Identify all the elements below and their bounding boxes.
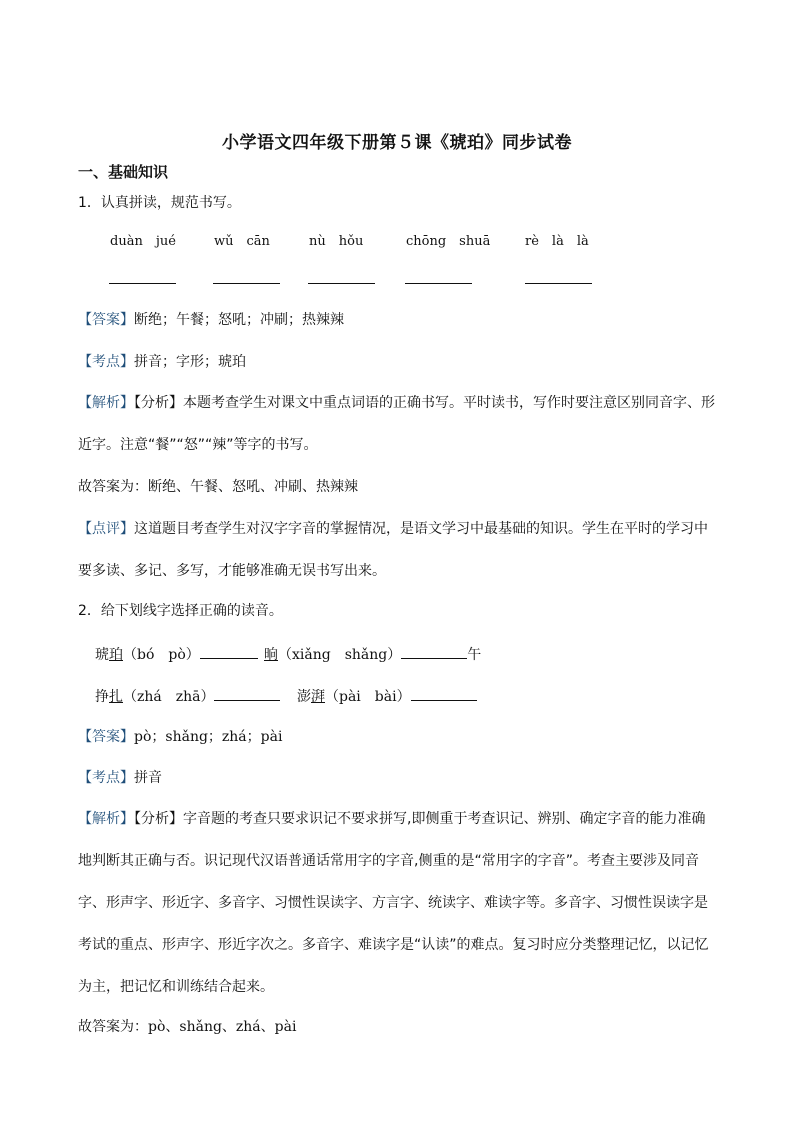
answer-blank-4[interactable] [405,283,472,284]
q2-item-1-underlined: 珀 [109,647,123,663]
pinyin-4: chōng shuā [406,234,491,249]
q2-item-3 [95,686,280,706]
q2-analysis-sub-tag: 【分析】 [134,811,183,827]
q2-item-4-prefix: 澎 [297,689,311,705]
point-text: 拼音；字形；琥珀 [134,354,246,370]
q2-item-2-underlined: 晌 [264,647,278,663]
q2-item-1-prefix: 琥 [95,647,109,663]
q2-item-3-prefix: 挣 [95,689,109,705]
q2-analysis-paragraph [78,798,718,1008]
pinyin-2: wǔ cān [214,234,270,249]
comment-paragraph [78,508,718,592]
analysis-tag: 【解析】 [78,395,134,411]
answer-blank-5[interactable] [525,283,592,284]
pinyin-3: nù hǒu [309,234,364,249]
page-title: 小学语文四年级下册第５课《琥珀》同步试卷 [222,133,572,153]
q2-item-3-underlined: 扎 [109,689,123,705]
q2-item-1-options: （bó pò） [123,647,200,663]
q2-point-text: 拼音 [134,770,162,786]
q2-point-tag: 【考点】 [78,770,134,786]
q2-item-4-options: （pài bài） [325,689,411,705]
q2-answer-tag: 【答案】 [78,729,134,745]
answer-tag: 【答案】 [78,312,134,328]
q2-answer-text: pò；shǎng；zhá；pài [134,729,283,745]
conclusion-line: 故答案为：断绝、午餐、怒吼、冲刷、热辣辣 [78,479,358,495]
q2-item-2-after: 午 [467,647,482,663]
comment-text: 这道题目考查学生对汉字字音的掌握情况，是语文学习中最基础的知识。学生在平时的学习中要多读、多记、多写，才能够准确无误书写出来。 [78,521,708,579]
q2-blank-1[interactable] [200,644,258,659]
comment-tag: 【点评】 [78,521,134,537]
q2-blank-3[interactable] [214,686,280,701]
q2-item-4-underlined: 湃 [311,689,325,705]
q2-conclusion-line: 故答案为：pò、shǎng、zhá、pài [78,1019,297,1035]
q2-item-4 [297,686,477,706]
pinyin-5: rè là là [525,234,589,249]
point-line [78,352,246,372]
q2-point-line [78,768,162,788]
q2-answer-line [78,727,282,747]
answer-blank-2[interactable] [213,283,280,284]
q2-blank-4[interactable] [411,686,477,701]
q2-analysis-tag: 【解析】 [78,811,134,827]
analysis-paragraph [78,382,718,466]
q2-blank-2[interactable] [401,644,467,659]
q2-item-3-options: （zhá zhā） [123,689,215,705]
section-heading: 一、基础知识 [78,163,169,181]
answer-blank-1[interactable] [109,283,176,284]
q2-item-2-options: （xiǎng shǎng） [278,647,402,663]
analysis-sub-tag: 【分析】 [134,395,183,411]
answer-line [78,310,344,330]
analysis-text: 本题考查学生对课文中重点词语的正确书写。平时读书，写作时要注意区别同音字、形近字。注意“餐”“怒”“辣”等字的书写。 [78,395,715,453]
question-2: 2．给下划线字选择正确的读音。 [78,603,283,619]
q2-item-2 [264,644,481,664]
pinyin-1: duàn jué [110,234,176,249]
q2-item-1 [95,644,258,664]
answer-blank-3[interactable] [308,283,375,284]
point-tag: 【考点】 [78,354,134,370]
answer-text: 断绝；午餐；怒吼；冲刷；热辣辣 [134,312,344,328]
q2-analysis-text: 字音题的考查只要求识记不要求拼写,即侧重于考查识记、辨别、确定字音的能力准确地判断其正确与否。识记现代汉语普通话常用字的字音,侧重的是“常用字的字音”。考查主要涉及同音字、形声字、形近字、多音字、习惯性误读字、方言字、统读字、难读字等。多音字、习惯性误读字是考试的重点、形声字、形近字次之。多音字、难读字是“认读”的难点。复习时应分类整理记忆，以记忆为主，把记忆和训练结合起来。 [78,811,709,995]
question-1: 1．认真拼读，规范书写。 [78,195,241,211]
